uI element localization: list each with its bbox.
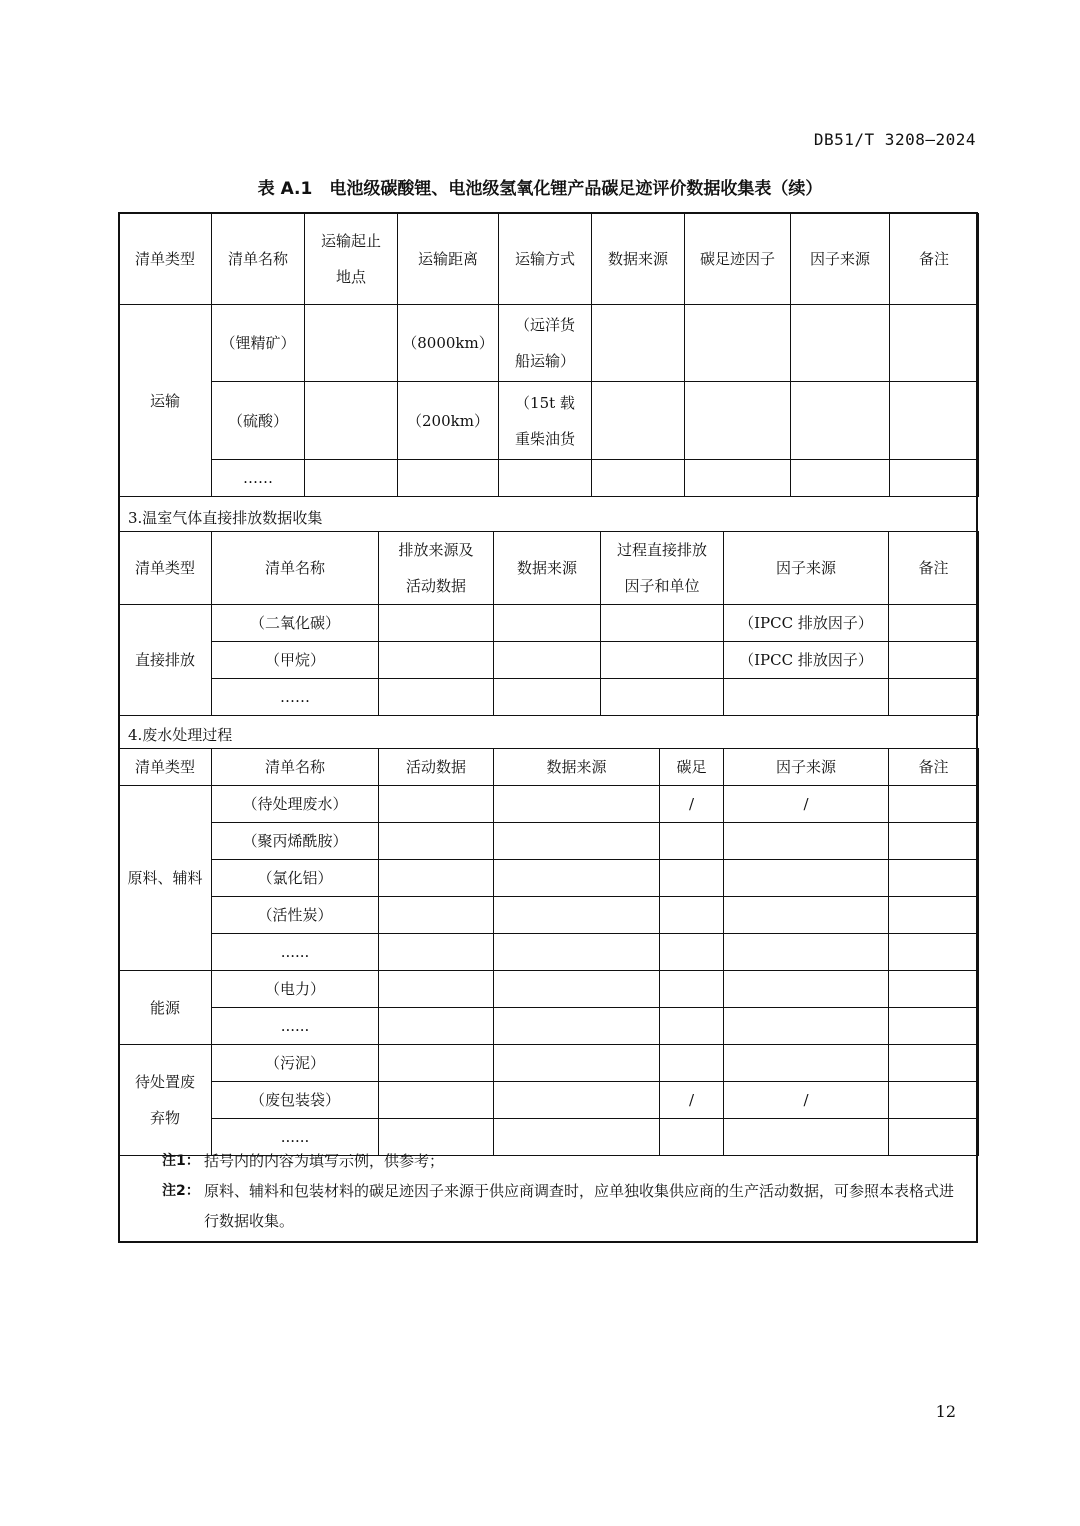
slash-cell: / (724, 786, 889, 823)
item-name: （硫酸） (212, 382, 305, 460)
item-name: …… (212, 460, 305, 497)
empty-cell (494, 971, 660, 1008)
empty-cell (379, 679, 494, 716)
category-cell: 原料、辅料 (119, 786, 212, 971)
empty-cell (379, 642, 494, 679)
header-cell: 活动数据 (379, 749, 494, 786)
ghg-table (118, 531, 979, 716)
distance-cell: （200km） (398, 382, 499, 460)
empty-cell (791, 460, 890, 497)
empty-cell (379, 786, 494, 823)
note-text: 括号内的内容为填写示例，供参考； (204, 1152, 445, 1170)
wastewater-header-row (119, 749, 979, 786)
empty-cell (890, 305, 979, 382)
empty-cell (592, 382, 685, 460)
empty-cell (724, 860, 889, 897)
empty-cell (379, 860, 494, 897)
empty-cell (889, 897, 979, 934)
note-1 (120, 1146, 976, 1176)
empty-cell (791, 382, 890, 460)
header-cell: 过程直接排放因子和单位 (601, 532, 724, 605)
mode-cell: （远洋货船运输） (499, 305, 592, 382)
empty-cell (305, 382, 398, 460)
header-cell: 数据来源 (494, 749, 660, 786)
empty-cell (660, 1045, 724, 1082)
note-text: 原料、辅料和包装材料的碳足迹因子来源于供应商调查时，应单独收集供应商的生产活动数据，可参照本表格式进行数据收集。 (204, 1182, 955, 1230)
header-cell: 碳足 (660, 749, 724, 786)
empty-cell (494, 1008, 660, 1045)
empty-cell (660, 934, 724, 971)
empty-cell (890, 460, 979, 497)
empty-cell (724, 1008, 889, 1045)
header-cell: 排放来源及活动数据 (379, 532, 494, 605)
empty-cell (494, 642, 601, 679)
empty-cell (889, 934, 979, 971)
table-title: 表 A.1 电池级碳酸锂、电池级氢氧化锂产品碳足迹评价数据收集表（续） (257, 179, 823, 199)
empty-cell (601, 642, 724, 679)
header-cell: 因子来源 (791, 214, 890, 305)
table-row (119, 897, 979, 934)
empty-cell (379, 971, 494, 1008)
empty-cell (305, 460, 398, 497)
wastewater-table (118, 748, 979, 1156)
table-row (119, 1008, 979, 1045)
empty-cell (494, 786, 660, 823)
empty-cell (601, 605, 724, 642)
empty-cell (889, 1045, 979, 1082)
ghg-header-row (119, 532, 979, 605)
item-name: （聚丙烯酰胺） (212, 823, 379, 860)
item-name: （电力） (212, 971, 379, 1008)
empty-cell (601, 679, 724, 716)
item-name: ...... (212, 1008, 379, 1045)
empty-cell (889, 823, 979, 860)
item-name: （活性炭） (212, 897, 379, 934)
transport-header-row (119, 214, 979, 305)
empty-cell (889, 605, 979, 642)
empty-cell (592, 305, 685, 382)
empty-cell (660, 1008, 724, 1045)
category-cell: 运输 (119, 305, 212, 497)
item-name: ...... (212, 934, 379, 971)
empty-cell (724, 897, 889, 934)
transport-table (118, 213, 979, 497)
empty-cell (494, 934, 660, 971)
empty-cell (660, 897, 724, 934)
item-name: （污泥） (212, 1045, 379, 1082)
mode-cell: （15t 载重柴油货 (499, 382, 592, 460)
empty-cell (889, 786, 979, 823)
notes (120, 1146, 976, 1236)
standard-code: DB51/T 3208—2024 (813, 130, 976, 149)
slash-cell: / (660, 1082, 724, 1119)
table-row (119, 1045, 979, 1082)
empty-cell (379, 1045, 494, 1082)
item-name: ...... (212, 1119, 379, 1156)
item-name: （废包装袋） (212, 1082, 379, 1119)
empty-cell (494, 1045, 660, 1082)
empty-cell (890, 382, 979, 460)
table-row (119, 460, 979, 497)
empty-cell (889, 860, 979, 897)
slash-cell: / (724, 1082, 889, 1119)
header-cell: 数据来源 (494, 532, 601, 605)
empty-cell (685, 460, 791, 497)
section-title-wastewater: 4.废水处理过程 (128, 726, 233, 744)
empty-cell (685, 305, 791, 382)
header-cell: 运输方式 (499, 214, 592, 305)
table-row (119, 382, 979, 460)
empty-cell (889, 642, 979, 679)
header-cell: 清单类型 (119, 532, 212, 605)
note-2 (120, 1176, 976, 1236)
table-row (119, 860, 979, 897)
empty-cell (494, 897, 660, 934)
empty-cell (660, 823, 724, 860)
empty-cell (494, 1082, 660, 1119)
header-cell: 备注 (889, 532, 979, 605)
empty-cell (379, 605, 494, 642)
empty-cell (499, 460, 592, 497)
empty-cell (724, 1045, 889, 1082)
empty-cell (889, 679, 979, 716)
factor-source-cell: （IPCC 排放因子） (724, 642, 889, 679)
header-cell: 运输距离 (398, 214, 499, 305)
empty-cell (660, 860, 724, 897)
empty-cell (724, 823, 889, 860)
note-label: 注2： (162, 1183, 200, 1199)
empty-cell (379, 897, 494, 934)
table-row (119, 786, 979, 823)
header-cell: 运输起止地点 (305, 214, 398, 305)
empty-cell (791, 305, 890, 382)
category-cell: 直接排放 (119, 605, 212, 716)
item-name: （甲烷） (212, 642, 379, 679)
empty-cell (889, 1008, 979, 1045)
empty-cell (494, 860, 660, 897)
empty-cell (685, 382, 791, 460)
empty-cell (379, 934, 494, 971)
header-cell: 碳足迹因子 (685, 214, 791, 305)
empty-cell (889, 1082, 979, 1119)
table-row (119, 605, 979, 642)
header-cell: 清单名称 (212, 532, 379, 605)
distance-cell: （8000km） (398, 305, 499, 382)
table-row (119, 971, 979, 1008)
empty-cell (494, 679, 601, 716)
factor-source-cell: （IPCC 排放因子） (724, 605, 889, 642)
empty-cell (494, 823, 660, 860)
section-title-ghg: 3.温室气体直接排放数据收集 (128, 509, 323, 527)
item-name: （锂精矿） (212, 305, 305, 382)
empty-cell (660, 971, 724, 1008)
empty-cell (494, 605, 601, 642)
empty-cell (724, 679, 889, 716)
header-cell: 数据来源 (592, 214, 685, 305)
empty-cell (724, 971, 889, 1008)
item-name: （二氧化碳） (212, 605, 379, 642)
header-cell: 清单名称 (212, 214, 305, 305)
empty-cell (379, 823, 494, 860)
header-cell: 备注 (890, 214, 979, 305)
category-cell: 能源 (119, 971, 212, 1045)
table-row (119, 679, 979, 716)
empty-cell (592, 460, 685, 497)
header-cell: 因子来源 (724, 749, 889, 786)
page-number: 12 (935, 1402, 956, 1421)
item-name: …… (212, 679, 379, 716)
item-name: （氯化铝） (212, 860, 379, 897)
empty-cell (379, 1082, 494, 1119)
table-row (119, 305, 979, 382)
note-label: 注1： (162, 1153, 200, 1169)
table-row (119, 823, 979, 860)
category-cell: 待处置废弃物 (119, 1045, 212, 1156)
table-row (119, 1082, 979, 1119)
header-cell: 因子来源 (724, 532, 889, 605)
table-row (119, 934, 979, 971)
header-cell: 清单类型 (119, 749, 212, 786)
empty-cell (379, 1008, 494, 1045)
table-row (119, 642, 979, 679)
slash-cell: / (660, 786, 724, 823)
item-name: （待处理废水） (212, 786, 379, 823)
empty-cell (724, 934, 889, 971)
header-cell: 备注 (889, 749, 979, 786)
header-cell: 清单名称 (212, 749, 379, 786)
empty-cell (889, 971, 979, 1008)
header-cell: 清单类型 (119, 214, 212, 305)
empty-cell (305, 305, 398, 382)
empty-cell (398, 460, 499, 497)
